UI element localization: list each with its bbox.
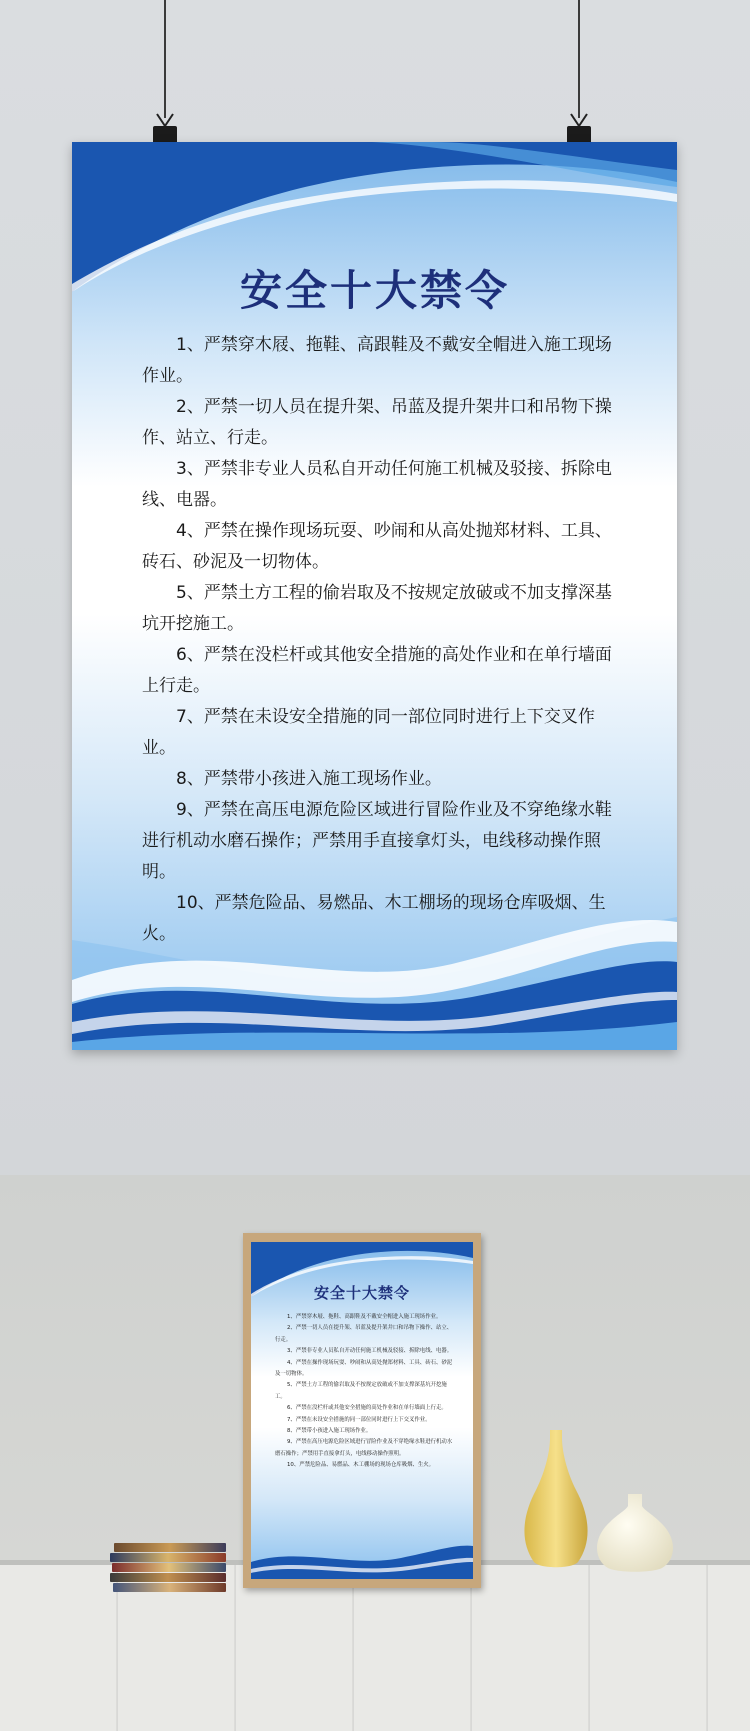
mini-poster-title: 安全十大禁令	[313, 1284, 410, 1302]
mini-rule-item: 5、严禁土方工程的偷岩取及不按规定放破或不加支撑深基坑开挖施工。	[275, 1382, 447, 1400]
white-vase	[594, 1494, 676, 1572]
yellow-vase	[520, 1430, 592, 1570]
poster-title: 安全十大禁令	[239, 266, 510, 315]
hanging-wire-left	[164, 0, 166, 118]
rule-item-2: 2、严禁一切人员在提升架、吊蓝及提升架井口和吊物下操作、站立、行走。	[142, 397, 612, 448]
mini-rule-item: 10、严禁危险品、易燃品、木工棚场的现场仓库吸烟、生火。	[287, 1462, 435, 1469]
mini-rule-item: 7、严禁在未设安全措施的同一部位同时进行上下交叉作业。	[287, 1416, 431, 1423]
book	[110, 1573, 226, 1582]
mini-rule-item: 8、严禁带小孩进入施工现场作业。	[287, 1428, 372, 1435]
mini-rule-item: 4、严禁在操作现场玩耍、吵闹和从高处抛郑材料、工具、砖石、砂泥及一切物体。	[275, 1359, 453, 1378]
rule-item-3: 3、严禁非专业人员私自开动任何施工机械及驳接、拆除电线、电器。	[142, 459, 612, 510]
book	[112, 1563, 226, 1572]
rule-item-1: 1、严禁穿木屐、拖鞋、高跟鞋及不戴安全帽进入施工现场作业。	[142, 335, 612, 386]
rule-item-7: 7、严禁在未设安全措施的同一部位同时进行上下交叉作业。	[142, 707, 595, 758]
rule-item-10: 10、严禁危险品、易燃品、木工棚场的现场仓库吸烟、生火。	[142, 893, 606, 944]
mini-rule-item: 6、严禁在没栏杆或其他安全措施的高处作业和在单行墙面上行走。	[287, 1405, 447, 1412]
framed-poster-preview	[251, 1242, 473, 1579]
book	[114, 1543, 226, 1552]
mini-rule-item: 1、严禁穿木屐、拖鞋、高跟鞋及不戴安全帽进入施工现场作业。	[287, 1314, 442, 1320]
mini-rules-list	[275, 1312, 455, 1472]
rule-item-8: 8、严禁带小孩进入施工现场作业。	[176, 769, 442, 789]
book	[113, 1583, 226, 1592]
binder-clip-left-icon	[148, 112, 182, 146]
binder-clip-right-icon	[562, 112, 596, 146]
rule-item-5: 5、严禁土方工程的偷岩取及不按规定放破或不加支撑深基坑开挖施工。	[142, 583, 612, 634]
mini-rule-item: 3、严禁非专业人员私自开动任何施工机械及驳接、拆除电线、电器。	[287, 1348, 453, 1355]
mini-rule-item: 9、严禁在高压电源危险区域进行冒险作业及不穿绝缘水鞋进行机动水磨石操作；严禁用手直接拿灯头，电线移动操作照明。	[275, 1439, 453, 1457]
hanging-wire-right	[578, 0, 580, 118]
rule-item-9: 9、严禁在高压电源危险区域进行冒险作业及不穿绝缘水鞋进行机动水磨石操作；严禁用手直接拿灯头，电线移动操作照明。	[142, 800, 612, 882]
rule-item-6: 6、严禁在没栏杆或其他安全措施的高处作业和在单行墙面上行走。	[142, 645, 612, 696]
book-stack	[110, 1543, 228, 1593]
book	[110, 1553, 226, 1562]
rule-item-4: 4、严禁在操作现场玩耍、吵闹和从高处抛郑材料、工具、砖石、砂泥及一切物体。	[142, 521, 612, 572]
mini-rule-item: 2、严禁一切人员在提升架、吊蓝及提升架井口和吊物下操作、站立、行走。	[275, 1325, 453, 1343]
rules-list	[142, 330, 612, 950]
